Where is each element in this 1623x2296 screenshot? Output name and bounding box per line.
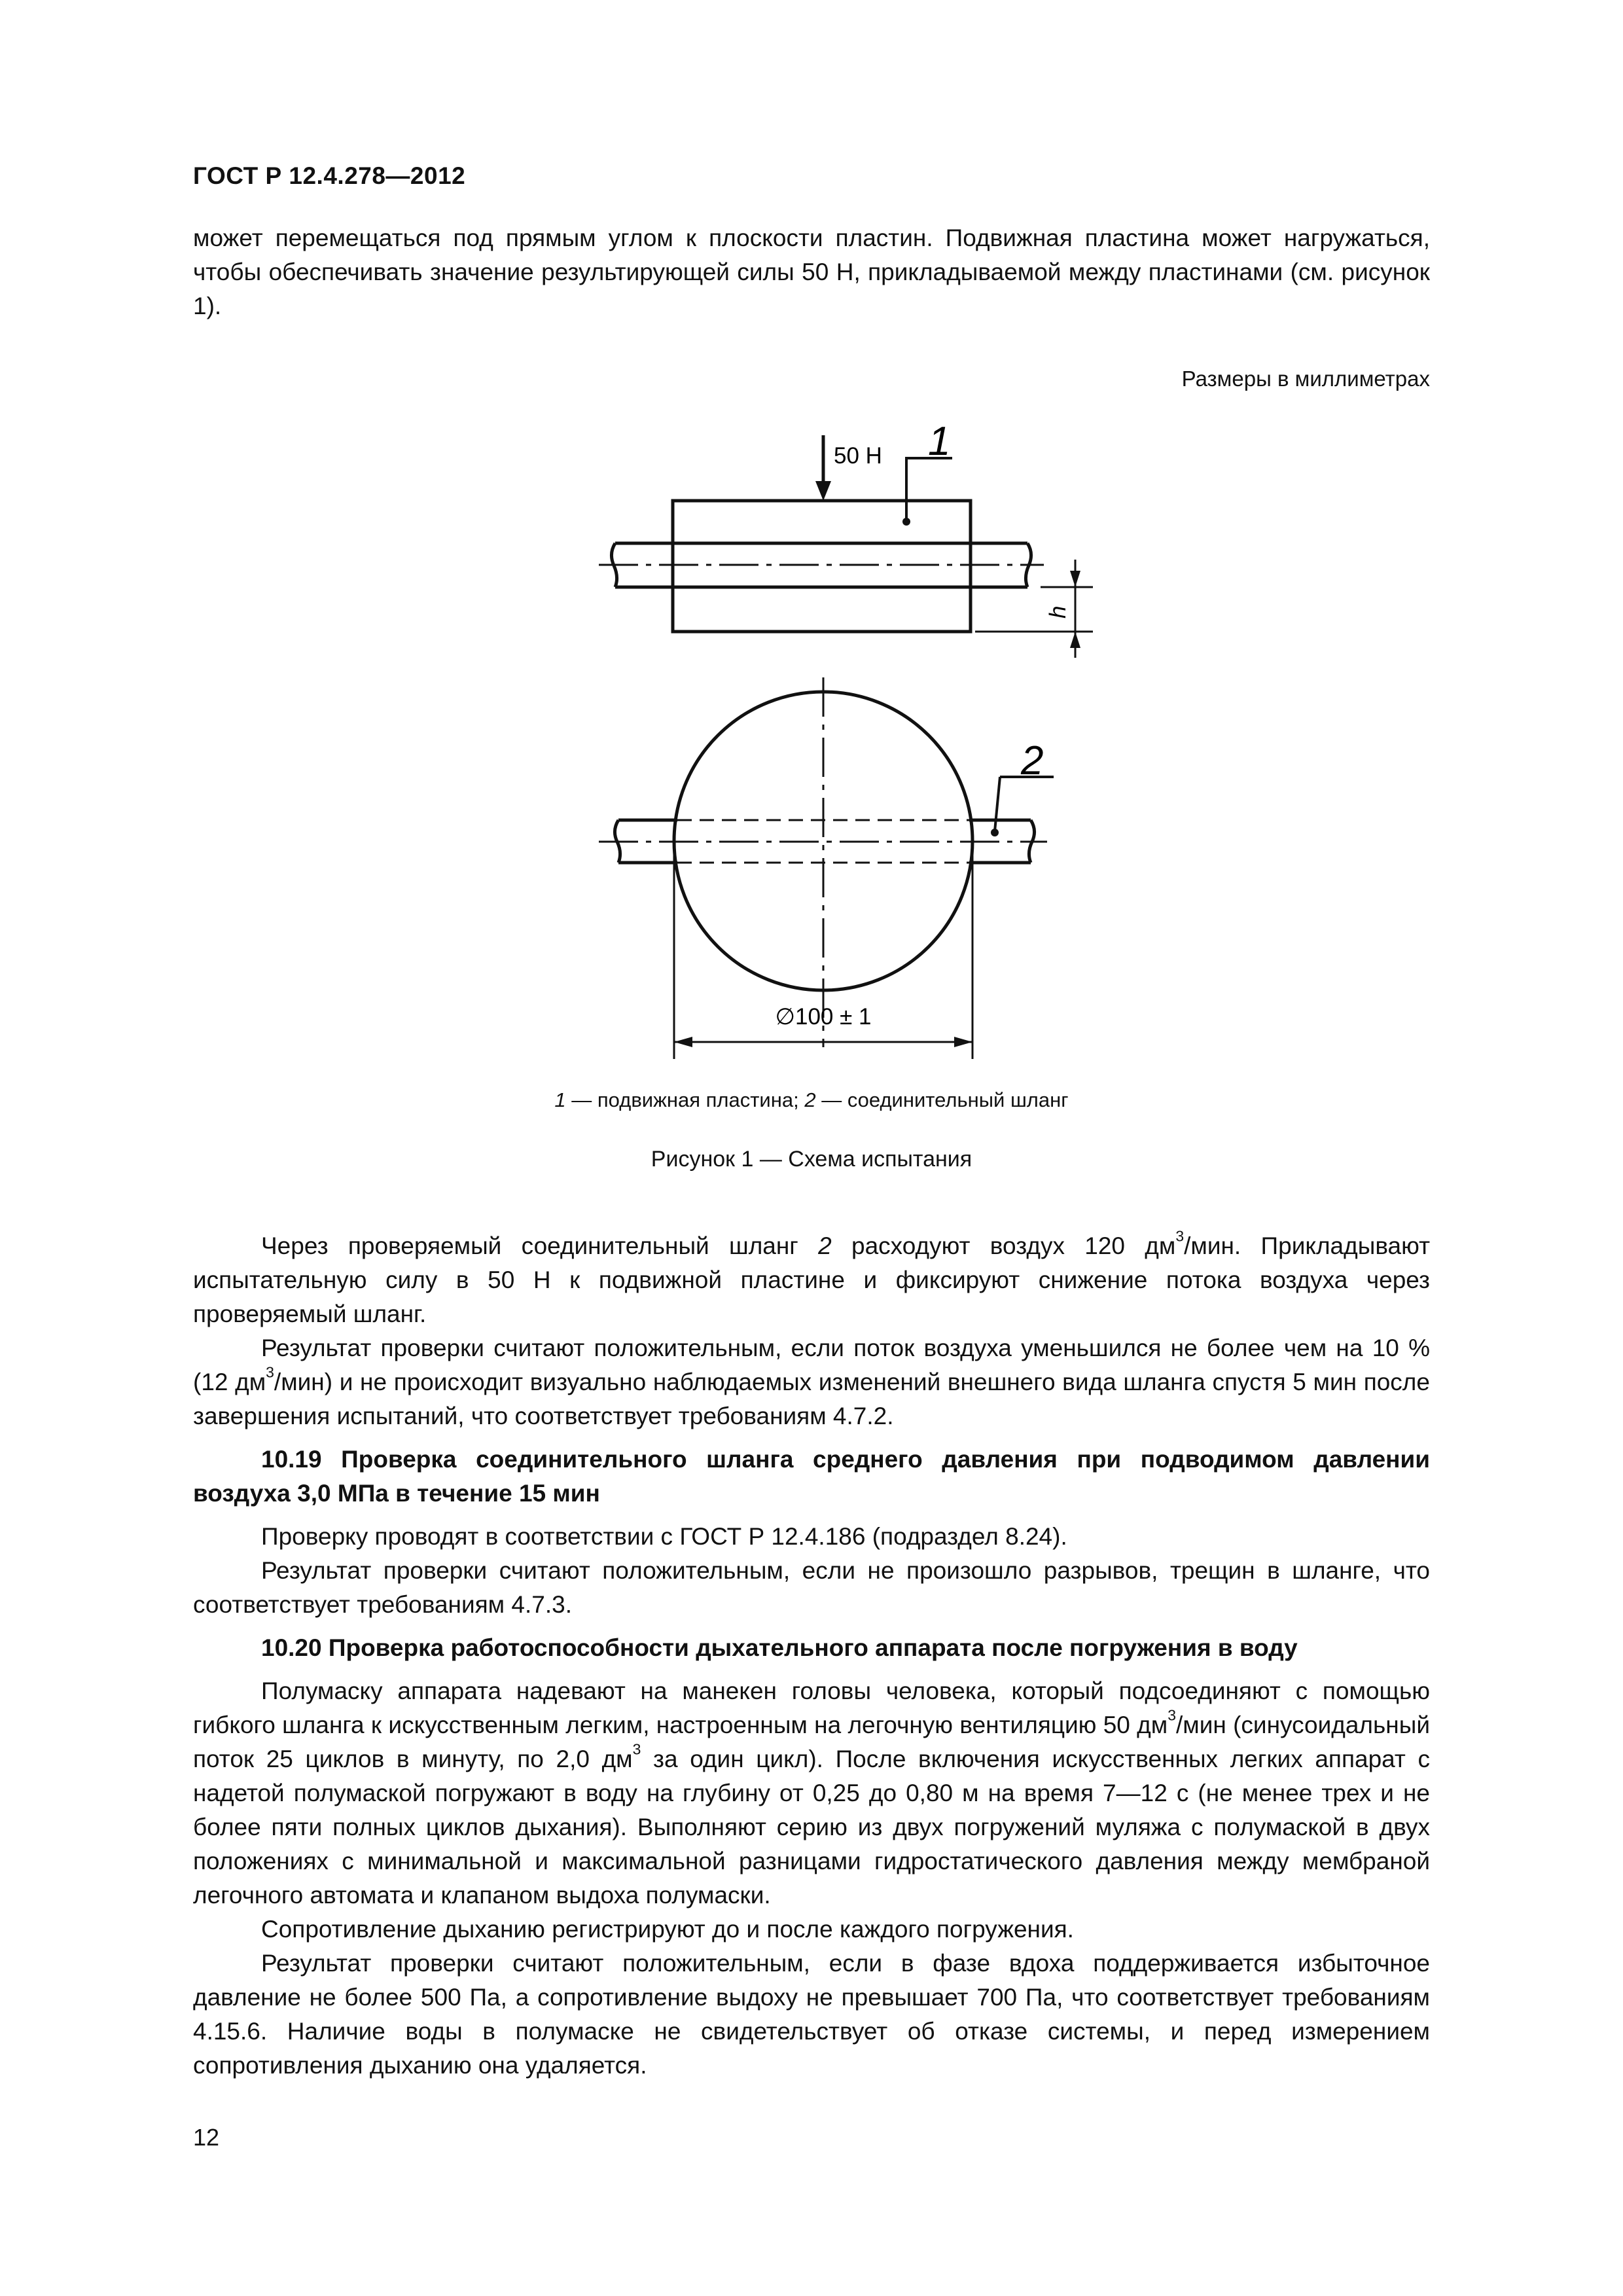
legend-number-2: 2	[804, 1088, 816, 1111]
figure-legend	[0, 1088, 1623, 1112]
callout-2-pointer	[995, 777, 1000, 831]
section-10-19-title: 10.19 Проверка соединительного шланга среднего давления при подводимом давлении воздуха 3,0 МПа в течение 15 мин	[193, 1446, 1430, 1507]
force-label: 50 Н	[834, 443, 882, 469]
figure-1-test-scheme	[0, 393, 1623, 1198]
force-arrow-head	[815, 481, 831, 501]
section-10-19-p1: Проверку проводят в соответствии с ГОСТ Р 12.4.186 (подраздел 8.24).	[261, 1523, 1067, 1550]
movable-plate	[673, 501, 971, 632]
callout-2-number: 2	[1021, 738, 1044, 783]
dim-h-label: h	[1045, 605, 1071, 619]
paragraph-airflow: Через проверяемый соединительный шланг 2 расходуют воздух 120 $дм^3$/мин. Прикладывают испытательную силу в 50 Н к подвижной пластине и фиксируют снижение потока воздуха через проверяемый шланг.	[193, 1227, 1431, 1327]
diameter-label: ∅100 ± 1	[775, 1004, 872, 1030]
section-10-20-title: 10.20 Проверка работоспособности дыхательного аппарата после погружения в воду	[261, 1634, 1298, 1661]
callout-1-dot	[902, 518, 910, 526]
legend-number-1: 1	[554, 1088, 566, 1111]
callout-2-dot	[991, 829, 999, 836]
document-header: ГОСТ Р 12.4.278—2012	[193, 162, 466, 189]
dim-d-arrow-right	[954, 1037, 972, 1047]
figure-caption: Рисунок 1 — Схема испытания	[651, 1147, 972, 1172]
section-10-20-p1: Полумаску аппарата надевают на манекен головы человека, который подсоединяют с помощью гибкого шланга к искусственным легким, настроенным на легочную вентиляцию 50 $дм^3$/мин (синусоидальный поток 25 циклов в минуту, по 2,0 $дм^3$ за один цикл). После включения искусственных легких аппарат с надетой полумаской погружают в воду на глубину от 0,25 до 0,80 м на время 7—12 с (не менее трех и не более пяти полных циклов дыхания). Выполняют серию из двух погружений муляжа с полумаской в двух положениях с минимальной и максимальной разницами гидростатического давления между мембраной легочного автомата и клапаном выдоха полумаски.	[193, 1677, 1430, 1909]
dim-d-arrow-left	[674, 1037, 692, 1047]
main-body	[193, 1229, 1430, 2083]
page-number: 12	[193, 2124, 220, 2151]
legend-text-2: — соединительный шланг	[815, 1088, 1069, 1111]
dim-h-arrow-bottom	[1070, 632, 1080, 648]
paragraph-result-flow: Результат проверки считают положительным, если поток воздуха уменьшился не более чем на 10 % (12 $дм^3/мин$) и не происходит визуально наблюдаемых изменений внешнего вида шланга спустя 5 мин после завершения испытаний, что соответствует требованиям 4.7.2.	[193, 1335, 1430, 1429]
section-10-20-p3: Результат проверки считают положительным, если в фазе вдоха поддерживается избыточное давление не более 500 Па, а сопротивление выдоху не превышает 700 Па, что соответствует требованиям 4.15.6. Наличие воды в полумаске не свидетельствует об отказе системы, и перед измерением сопротивления дыханию она удаляется.	[193, 1950, 1430, 2079]
legend-text-1: — подвижная пластина;	[565, 1088, 805, 1111]
intro-paragraph: может перемещаться под прямым углом к плоскости пластин. Подвижная пластина может нагружаться, чтобы обеспечивать значение результирующей силы 50 Н, прикладываемой между пластинами (см. рисунок 1).	[193, 224, 1430, 319]
dim-h-arrow-top	[1070, 571, 1080, 587]
units-note: Размеры в миллиметрах	[1181, 367, 1430, 391]
section-10-19-p2: Результат проверки считают положительным, если не произошло разрывов, трещин в шланге, что соответствует требованиям 4.7.3.	[193, 1557, 1430, 1618]
section-10-20-p2: Сопротивление дыханию регистрируют до и после каждого погружения.	[261, 1916, 1074, 1943]
callout-1-number: 1	[928, 419, 951, 464]
intro-text	[193, 221, 1430, 323]
